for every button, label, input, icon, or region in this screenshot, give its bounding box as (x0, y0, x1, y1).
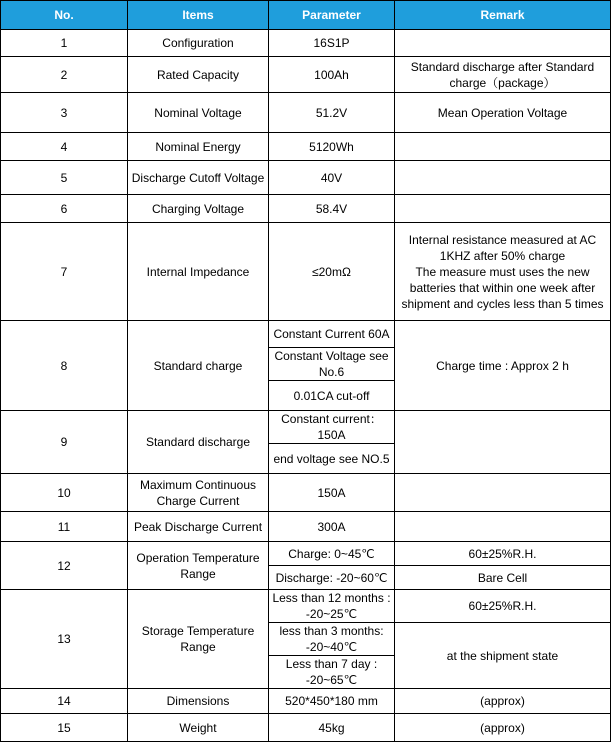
row-parameter: 58.4V (269, 195, 395, 223)
header-parameter: Parameter (269, 1, 395, 30)
table-row (1, 542, 611, 566)
row-parameter: Constant Current 60A (269, 321, 395, 348)
row-remark (395, 474, 611, 512)
table-row (1, 223, 611, 321)
row-parameter: 45kg (269, 714, 395, 742)
row-no: 8 (1, 321, 128, 411)
table-row (1, 714, 611, 742)
table-row (1, 195, 611, 223)
row-parameter: 100Ah (269, 57, 395, 93)
row-remark: (approx) (395, 714, 611, 742)
row-parameter: less than 3 months: -20~40℃ (269, 623, 395, 656)
row-parameter: 0.01CA cut-off (269, 381, 395, 411)
row-parameter: Discharge: -20~60℃ (269, 566, 395, 590)
row-parameter: 150A (269, 474, 395, 512)
table-row (1, 512, 611, 542)
table-row (1, 133, 611, 161)
header-remark: Remark (395, 1, 611, 30)
row-item: Standard charge (128, 321, 269, 411)
header-no: No. (1, 1, 128, 30)
row-remark: Charge time : Approx 2 h (395, 321, 611, 411)
row-remark: (approx) (395, 689, 611, 714)
row-item: Charging Voltage (128, 195, 269, 223)
row-remark (395, 195, 611, 223)
row-parameter: Constant Voltage see No.6 (269, 348, 395, 381)
row-remark (395, 133, 611, 161)
row-no: 11 (1, 512, 128, 542)
table-row (1, 161, 611, 195)
row-item: Nominal Voltage (128, 93, 269, 133)
row-no: 15 (1, 714, 128, 742)
row-item: Internal Impedance (128, 223, 269, 321)
table-row (1, 30, 611, 57)
row-remark (395, 512, 611, 542)
row-parameter: Less than 12 months : -20~25℃ (269, 590, 395, 623)
table-row (1, 411, 611, 444)
row-parameter: ≤20mΩ (269, 223, 395, 321)
row-parameter: Charge: 0~45℃ (269, 542, 395, 566)
row-parameter: 300A (269, 512, 395, 542)
header-row (1, 1, 611, 30)
row-no: 9 (1, 411, 128, 474)
row-no: 14 (1, 689, 128, 714)
row-no: 3 (1, 93, 128, 133)
row-remark (395, 161, 611, 195)
row-item: Nominal Energy (128, 133, 269, 161)
table-row (1, 689, 611, 714)
row-remark: Standard discharge after Standard charge（package） (395, 57, 611, 93)
row-item: Rated Capacity (128, 57, 269, 93)
row-remark (395, 411, 611, 474)
row-item: Standard discharge (128, 411, 269, 474)
table-row (1, 590, 611, 623)
row-remark: Bare Cell (395, 566, 611, 590)
table-row (1, 93, 611, 133)
row-no: 13 (1, 590, 128, 689)
row-parameter: 51.2V (269, 93, 395, 133)
row-remark: at the shipment state (395, 623, 611, 689)
row-no: 6 (1, 195, 128, 223)
row-no: 2 (1, 57, 128, 93)
row-no: 5 (1, 161, 128, 195)
row-item: Configuration (128, 30, 269, 57)
table-row (1, 474, 611, 512)
row-remark: 60±25%R.H. (395, 590, 611, 623)
row-parameter: end voltage see NO.5 (269, 444, 395, 474)
row-parameter: 5120Wh (269, 133, 395, 161)
row-remark (395, 30, 611, 57)
row-item: Peak Discharge Current (128, 512, 269, 542)
row-parameter: 16S1P (269, 30, 395, 57)
row-item: Weight (128, 714, 269, 742)
row-no: 10 (1, 474, 128, 512)
row-remark: Internal resistance measured at AC 1KHZ after 50% charge The measure must uses the new batteries that within one week after shipment and cycles less than 5 times (395, 223, 611, 321)
row-no: 1 (1, 30, 128, 57)
row-remark: 60±25%R.H. (395, 542, 611, 566)
row-parameter: Less than 7 day : -20~65℃ (269, 656, 395, 689)
row-item: Operation Temperature Range (128, 542, 269, 590)
header-items: Items (128, 1, 269, 30)
row-remark: Mean Operation Voltage (395, 93, 611, 133)
table-row (1, 321, 611, 348)
table-row (1, 57, 611, 93)
row-item: Storage Temperature Range (128, 590, 269, 689)
row-parameter: 40V (269, 161, 395, 195)
row-parameter: 520*450*180 mm (269, 689, 395, 714)
row-parameter: Constant current： 150A (269, 411, 395, 444)
row-item: Dimensions (128, 689, 269, 714)
row-no: 12 (1, 542, 128, 590)
row-no: 4 (1, 133, 128, 161)
row-item: Discharge Cutoff Voltage (128, 161, 269, 195)
row-no: 7 (1, 223, 128, 321)
row-item: Maximum Continuous Charge Current (128, 474, 269, 512)
